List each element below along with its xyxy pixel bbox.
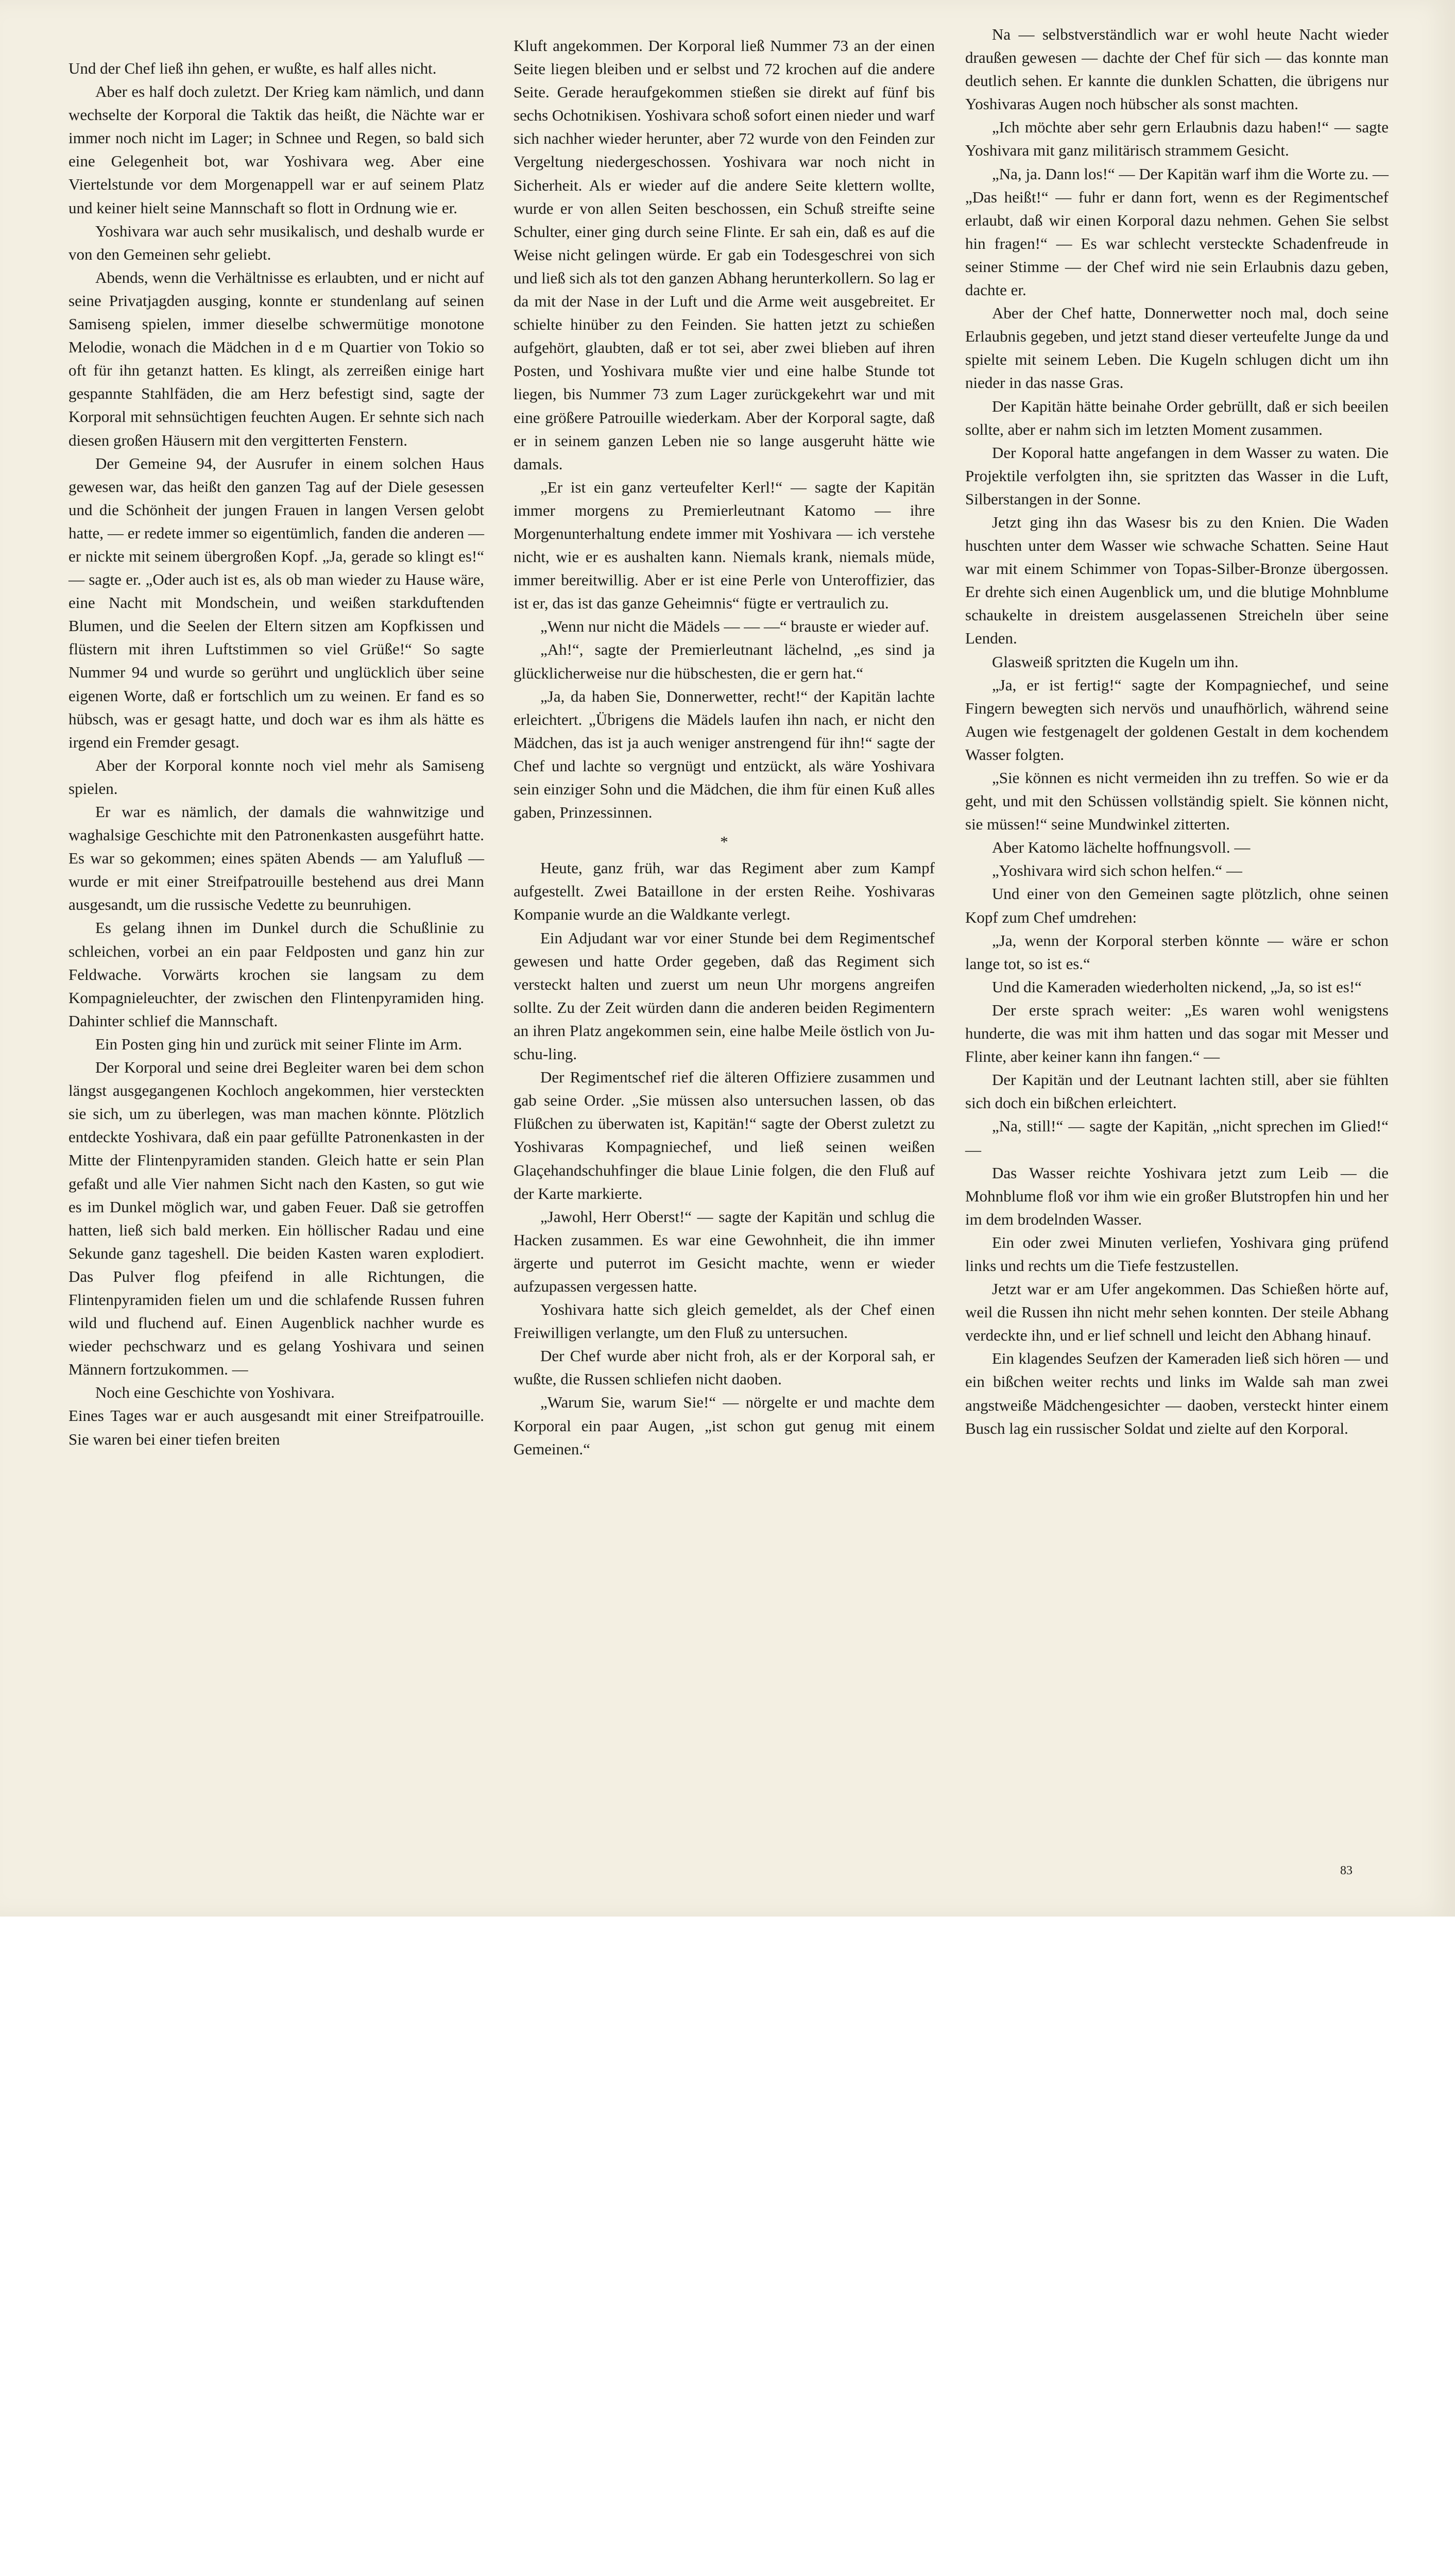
section-separator: * bbox=[720, 833, 728, 851]
paragraph: „Na, still!“ — sagte der Kapitän, „nicht sprechen im Glied!“ — bbox=[965, 1117, 1389, 1159]
paragraph: Aber Katomo lächelte hoffnungsvoll. — bbox=[992, 838, 1251, 857]
paragraph: „Ja, wenn der Korporal sterben könnte — wäre er schon lange tot, so ist es.“ bbox=[965, 931, 1389, 973]
paragraph: „Warum Sie, warum Sie!“ — nörgelte er und machte dem Korporal ein paar Augen, „ist schon gut genug mit einem Gemeinen.“ bbox=[513, 1393, 935, 1458]
paragraph: „Yoshivara wird sich schon helfen.“ — bbox=[992, 861, 1242, 880]
paragraph: Er war es nämlich, der damals die wahnwitzige und waghalsige Geschichte mit den Patronenkasten ausgeführt hatte. Es war so gekommen; eines späten Abends — am Yalufluß — wurde er mit einer Streifpatrouille bestehend aus drei Mann ausgesandt, um die russische Vedette zu beunruhigen. bbox=[69, 803, 484, 914]
paragraph: Der Korporal und seine drei Begleiter waren bei dem schon längst ausgegangenen Kochloch angekommen, hier versteckten sie sich, um zu überlegen, was man machen könnte. Plötzlich entdeckte Yoshivara, daß ein paar gefüllte Patronenkasten in der Mitte der Flintenpyramiden standen. Gleich hatte er sein Plan gefaßt und alle Vier nahmen Sicht nach den Kasten, so gut wie es im Dunkel möglich war, und gaben Feuer. Daß sie getroffen hatten, ließ sich bald merken. Ein höllischer Radau und eine Sekunde ganz tageshell. Die beiden Kasten waren explodiert. Das Pulver flog pfeifend in alle Richtungen, die Flintenpyramiden fielen um und die schlafende Russen fuhren wild und fluchend auf. Einen Augenblick nachher wurde es wieder pechschwarz und es gelang Yoshivara und seinen Männern fortzukommen. — bbox=[69, 1058, 484, 1379]
paragraph: Der Koporal hatte angefangen in dem Wasser zu waten. Die Projektile verfolgten ihn, sie spritzten das Wasser in die Luft, Silberstangen in der Sonne. bbox=[965, 443, 1389, 508]
paragraph: Aber der Korporal konnte noch viel mehr als Samiseng spielen. bbox=[69, 756, 484, 798]
paragraph: „Ich möchte aber sehr gern Erlaubnis dazu haben!“ — sagte Yoshivara mit ganz militärisch strammem Gesicht. bbox=[965, 118, 1389, 160]
paragraph: Der Chef wurde aber nicht froh, als er der Korporal sah, er wußte, die Russen schliefen nicht daoben. bbox=[513, 1347, 935, 1388]
paragraph: Heute, ganz früh, war das Regiment aber zum Kampf aufgestellt. Zwei Bataillone in der ersten Reihe. Yoshivaras Kompanie wurde an die Waldkante verlegt. bbox=[513, 859, 935, 924]
paragraph: Der Gemeine 94, der Ausrufer in einem solchen Haus gewesen war, das heißt den ganzen Tag auf der Diele gesessen und die Schönheit der jungen Frauen in langen Versen gelobt hatte, — er redete immer so eigentümlich, fanden die anderen — er nickte mit seinem übergroßen Kopf. „Ja, gerade so klingt es!“ — sagte er. „Oder auch ist es, als ob man wieder zu Hause wäre, eine Nacht mit Mondschein, und weißen starkduftenden Blumen, und die Seelen der Eltern sitzen am Kopfkissen und flüstern mit ihren Luftstimmen so viel Grüße!“ So sagte Nummer 94 und wurde so gerührt und unglücklich über seine eigenen Worte, daß er fortschlich um zu weinen. Er fand es so hübsch, was er gesagt hatte, und doch war es ihm als hätte es irgend ein Fremder gesagt. bbox=[69, 454, 484, 751]
paragraph: Es gelang ihnen im Dunkel durch die Schußlinie zu schleichen, vorbei an ein paar Feldposten und ganz hin zur Feldwache. Vorwärts krochen sie langsam zu dem Kompagnieleuchter, der zwischen den Flintenpyramiden hing. Dahinter schlief die Mannschaft. bbox=[69, 919, 484, 1030]
text-column-2 bbox=[513, 34, 935, 1461]
paragraph: Ein klagendes Seufzen der Kameraden ließ sich hören — und ein bißchen weiter rechts und links im Walde sah man zwei angstweiße Mädchengesichter — daoben, versteckt hinter einem Busch lag ein russischer Soldat und zielte auf den Korporal. bbox=[965, 1349, 1389, 1437]
paragraph: „Wenn nur nicht die Mädels — — —“ brauste er wieder auf. bbox=[540, 617, 930, 636]
paragraph: Kluft angekommen. Der Korporal ließ Nummer 73 an der einen Seite liegen bleiben und er selbst und 72 krochen auf die andere Seite. Gerade heraufgekommen stießen sie direkt auf fünf bis sechs Ochotnikisen. Yoshivara schoß sofort einen nieder und warf sich nachher wieder herunter, aber 72 wurde von den Feinden zur Vergeltung niedergeschossen. Yoshivara war noch nicht in Sicherheit. Als er wieder auf die andere Seite klettern wollte, wurde er von allen Seiten beschossen, ein Schuß streifte seine Schulter, einer ging durch seine Flinte. Er sah ein, daß es auf die Weise nicht gelingen würde. Er gab ein Todesgeschrei von sich und ließ sich als tot den ganzen Abhang herunterkollern. So lag er da mit der Nase in der Luft und die Arme weit ausgebreitet. Er schielte hinüber zu den Feinden. Sie hatten jetzt zu schießen aufgehört, glaubten, daß er tot sei, aber zwei blieben auf ihren Posten, und Yoshivara mußte vier und eine halbe Stunde tot liegen, bis Nummer 73 zum Lager zurückgekehrt war und mit eine größere Patrouille wiederkam. Aber der Korporal sagte, daß er in seinem ganzen Leben nie so lange ausgeruht hätte wie damals. bbox=[513, 37, 935, 473]
paragraph: Aber der Chef hatte, Donnerwetter noch mal, doch seine Erlaubnis gegeben, und jetzt stand dieser verteufelte Junge da und spielte mit seinem Leben. Die Kugeln schlugen dicht um ihn nieder in das nasse Gras. bbox=[965, 304, 1389, 392]
paragraph: „Na, ja. Dann los!“ — Der Kapitän warf ihm die Worte zu. — „Das heißt!“ — fuhr er dann fort, wenn es der Regimentschef erlaubt, daß wir einen Korporal dazu nehmen. Gehen Sie selbst hin fragen!“ — Es war schlecht versteckte Schadenfreude in seiner Stimme — der Chef wird nie sein Erlaubnis dazu geben, dachte er. bbox=[965, 164, 1389, 299]
paragraph: Yoshivara war auch sehr musikalisch, und deshalb wurde er von den Gemeinen sehr geliebt. bbox=[69, 222, 484, 263]
paragraph: Der erste sprach weiter: „Es waren wohl wenigstens hunderte, die was mit ihm hatten und das sogar mit Messer und Flinte, aber keiner kann ihn fangen.“ — bbox=[965, 1001, 1389, 1066]
paragraph: Glasweiß spritzten die Kugeln um ihn. bbox=[992, 652, 1239, 671]
paragraph: Der Kapitän hätte beinahe Order gebrüllt, daß er sich beeilen sollte, aber er nahm sich im letzten Moment zusammen. bbox=[965, 397, 1389, 438]
paragraph: Abends, wenn die Verhältnisse es erlaubten, und er nicht auf seine Privatjagden ausging, konnte er stundenlang auf seinen Samiseng spielen, immer dieselbe schwermütige monotone Melodie, wonach die Mädchen in d e m Quartier von Tokio so oft für ihn getanzt hatten. Es klingt, als zerreißen einige hart gespannte Stahlfäden, die am Herz befestigt sind, sagte der Korporal mit sehnsüchtigen feuchten Augen. Er sehnte sich nach diesen großen Häusern mit den vergitterten Fenstern. bbox=[69, 268, 484, 449]
paragraph: Ein Posten ging hin und zurück mit seiner Flinte im Arm. bbox=[95, 1035, 463, 1053]
paragraph: „Sie können es nicht vermeiden ihn zu treffen. So wie er da geht, und mit den Schüssen vollständig spielt. Sie können nicht, sie müssen!“ seine Mundwinkel zitterten. bbox=[965, 769, 1389, 834]
paragraph: Und einer von den Gemeinen sagte plötzlich, ohne seinen Kopf zum Chef umdrehen: bbox=[965, 885, 1389, 926]
paragraph: Jetzt war er am Ufer angekommen. Das Schießen hörte auf, weil die Russen ihn nicht mehr sehen konnten. Der steile Abhang verdeckte ihn, und er lief schnell und leicht den Abhang hinauf. bbox=[965, 1280, 1389, 1345]
paragraph: Eines Tages war er auch ausgesandt mit einer Streifpatrouille. Sie waren bei einer tiefen breiten bbox=[69, 1406, 484, 1448]
paragraph: Noch eine Geschichte von Yoshivara. bbox=[95, 1383, 335, 1402]
page-number: 83 bbox=[1340, 1864, 1353, 1877]
paragraph: Jetzt ging ihn das Wasesr bis zu den Knien. Die Waden huschten unter dem Wasser wie schwache Schatten. Seine Haut war mit einem Schimmer von Topas-Silber-Bronze übergossen. Er drehte sich einen Augenblick um, und die blutige Mohnblume schaukelte in dreistem ausgelassenen Streicheln über seine Lenden. bbox=[965, 513, 1389, 648]
paragraph: „Ah!“, sagte der Premierleutnant lächelnd, „es sind ja glücklicherweise nur die hübschesten, die er gern hat.“ bbox=[513, 640, 935, 682]
paragraph: Der Kapitän und der Leutnant lachten still, aber sie fühlten sich doch ein bißchen erleichtert. bbox=[965, 1071, 1389, 1112]
paragraph: Das Wasser reichte Yoshivara jetzt zum Leib — die Mohnblume floß vor ihm wie ein großer Blutstropfen hin und her im dem brodelnden Wasser. bbox=[965, 1163, 1389, 1228]
text-column-3 bbox=[965, 23, 1389, 1440]
paragraph: „Er ist ein ganz verteufelter Kerl!“ — sagte der Kapitän immer morgens zu Premierleutnant Katomo — ihre Morgenunterhaltung endete immer mit Yoshivara — ich verstehe nicht, wie er es aushalten kann. Niemals krank, niemals müde, immer bereitwillig. Aber er ist eine Perle von Unteroffizier, das ist er, das ist das ganze Geheimnis“ fügte er vertraulich zu. bbox=[513, 478, 935, 613]
paragraph: Na — selbstverständlich war er wohl heute Nacht wieder draußen gewesen — dachte der Chef für sich — das konnte man deutlich sehen. Er kannte die dunklen Schatten, die übrigens nur Yoshivaras Augen noch hübscher als sonst machten. bbox=[965, 25, 1389, 113]
text-column-1 bbox=[69, 57, 484, 1451]
footer-bar bbox=[0, 1917, 1455, 2030]
paragraph: Yoshivara hatte sich gleich gemeldet, als der Chef einen Freiwilligen verlangte, um den Fluß zu untersuchen. bbox=[513, 1300, 935, 1342]
paragraph: Der Regimentschef rief die älteren Offiziere zusammen und gab seine Order. „Sie müssen also untersuchen lassen, ob das Flüßchen zu überwaten ist, Kapitän!“ sagte der Oberst zuletzt zu Yoshivaras Kompagniechef, und ließ seinen weißen Glaçehandschuhfinger die blaue Linie folgen, die den Fluß auf der Karte markierte. bbox=[513, 1068, 935, 1202]
paragraph: „Ja, da haben Sie, Donnerwetter, recht!“ der Kapitän lachte erleichtert. „Übrigens die Mädels laufen ihn nach, er nicht den Mädchen, das ist ja auch weniger anstrengend für ihn!“ sagte der Chef und lachte so vergnügt und entzückt, als wäre Yoshivara sein einziger Sohn und die Mädchen, die ihm für einen Kuß alles gaben, Prinzessinnen. bbox=[513, 687, 935, 822]
paragraph: Und die Kameraden wiederholten nickend, „Ja, so ist es!“ bbox=[992, 977, 1362, 996]
paragraph: Ein oder zwei Minuten verliefen, Yoshivara ging prüfend links und rechts um die Tiefe festzustellen. bbox=[965, 1233, 1389, 1275]
paragraph: Ein Adjudant war vor einer Stunde bei dem Regimentschef gewesen und hatte Order gegeben, daß das Regiment sich versteckt halten und zuerst um neun Uhr morgens angreifen sollte. Zu der Zeit würden dann die anderen beiden Regimentern an ihren Platz angekommen sein, eine halbe Meile östlich von Ju-schu-ling. bbox=[513, 928, 935, 1063]
paragraph: Und der Chef ließ ihn gehen, er wußte, es half alles nicht. bbox=[69, 59, 437, 77]
paragraph: „Ja, er ist fertig!“ sagte der Kompagniechef, und seine Fingern bewegten sich nervös und unaufhörlich, während seine Augen wie festgenagelt der goldenen Gestalt in dem kochendem Wasser folgten. bbox=[965, 675, 1389, 764]
paragraph: Aber es half doch zuletzt. Der Krieg kam nämlich, und dann wechselte der Korporal die Taktik das heißt, die Nächte war er immer noch nicht im Lager; in Schnee und Regen, so bald sich eine Gelegenheit bot, war Yoshivara weg. Aber eine Viertelstunde vor dem Morgenappell war er auf seinem Platz und keiner hielt seine Mannschaft so flott in Ordnung wie er. bbox=[69, 82, 484, 217]
paragraph: „Jawohl, Herr Oberst!“ — sagte der Kapitän und schlug die Hacken zusammen. Es war eine Gewohnheit, die ihn immer ärgerte und puterrot im Gesicht machte, wenn er wieder aufzupassen vergessen hatte. bbox=[513, 1207, 935, 1295]
